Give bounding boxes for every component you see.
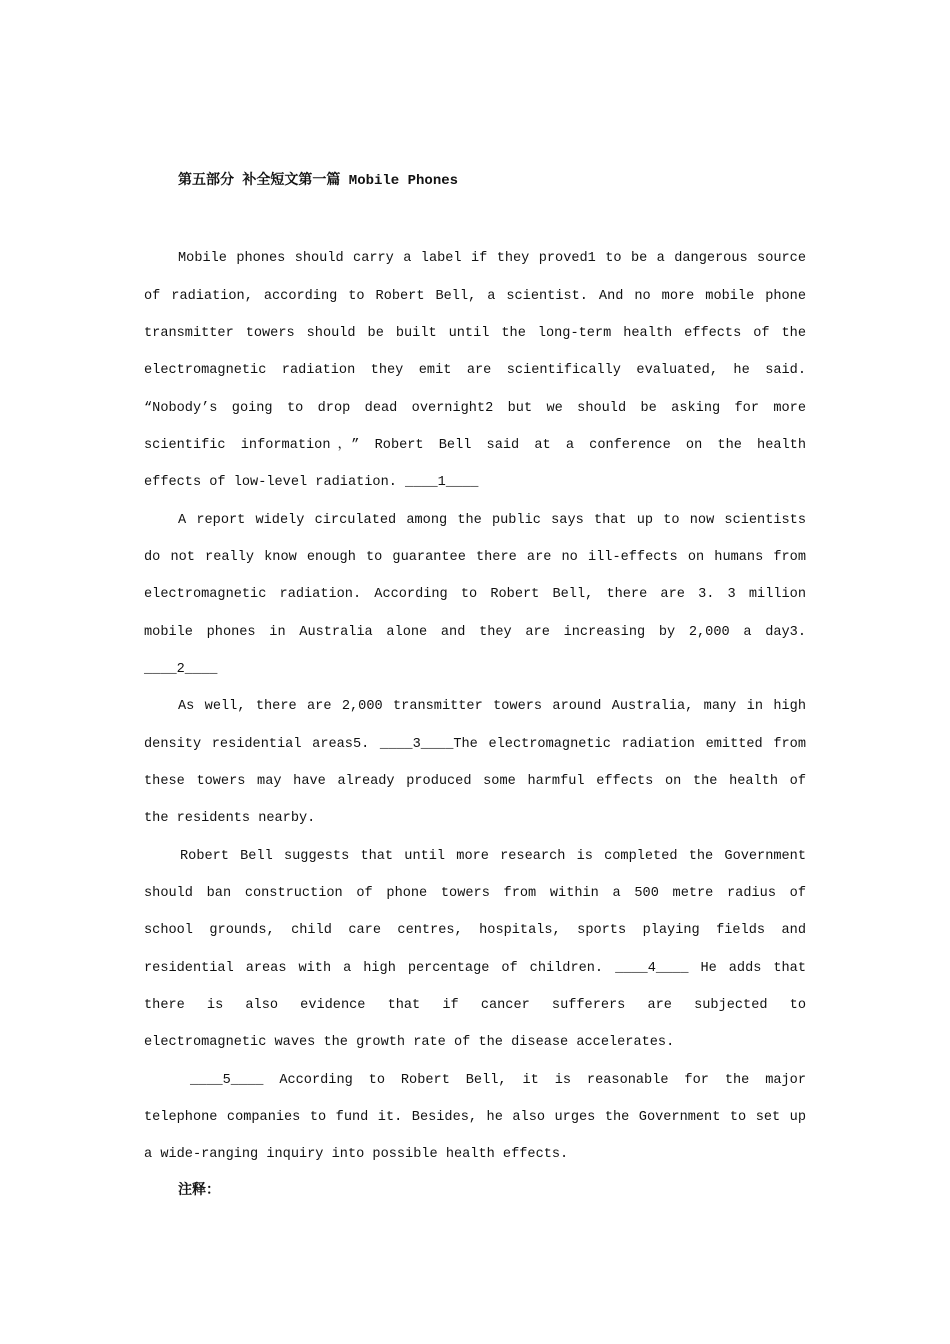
text-line: telephone companies to fund it. Besides, he also urges the Government to set up bbox=[144, 1109, 806, 1125]
text-line: scientific information，” Robert Bell said at a conference on the health bbox=[144, 437, 806, 453]
paragraph-2 bbox=[144, 502, 806, 689]
page-title: 第五部分 补全短文第一篇 Mobile Phones bbox=[178, 173, 459, 190]
text-line: effects of low-level radiation. ____1____ bbox=[144, 475, 479, 491]
text-line: of radiation, according to Robert Bell, a scientist. And no more mobile phone bbox=[144, 288, 806, 304]
text-line: the residents nearby. bbox=[144, 811, 316, 827]
text-line: electromagnetic radiation they emit are scientifically evaluated, he said. bbox=[144, 363, 806, 379]
text-line: ____2____ bbox=[144, 661, 218, 677]
text-line: there is also evidence that if cancer sufferers are subjected to bbox=[144, 997, 806, 1013]
paragraph-3 bbox=[144, 688, 806, 837]
text-line: a wide-ranging inquiry into possible health effects. bbox=[144, 1147, 569, 1163]
text-line: electromagnetic waves the growth rate of the disease accelerates. bbox=[144, 1035, 675, 1051]
text-line: Mobile phones should carry a label if they proved1 to be a dangerous source bbox=[178, 251, 806, 267]
text-line: residential areas with a high percentage of children. ____4____ He adds that bbox=[144, 960, 806, 976]
text-line: these towers may have already produced some harmful effects on the health of bbox=[144, 773, 806, 789]
text-line: do not really know enough to guarantee there are no ill-effects on humans from bbox=[144, 549, 806, 565]
text-line: ____5____ According to Robert Bell, it is reasonable for the major bbox=[190, 1072, 806, 1088]
text-line: electromagnetic radiation. According to Robert Bell, there are 3. 3 million bbox=[144, 587, 806, 603]
text-line: mobile phones in Australia alone and they are increasing by 2,000 a day3. bbox=[144, 624, 806, 640]
paragraph-1 bbox=[144, 240, 806, 501]
text-line: Robert Bell suggests that until more research is completed the Government bbox=[180, 848, 806, 864]
text-line: should ban construction of phone towers from within a 500 metre radius of bbox=[144, 885, 806, 901]
paragraph-5 bbox=[144, 1062, 806, 1174]
text-line: “Nobody’s going to drop dead overnight2 but we should be asking for more bbox=[144, 400, 806, 416]
text-line: density residential areas5. ____3____The electromagnetic radiation emitted from bbox=[144, 736, 806, 752]
notes-heading: 注释： bbox=[178, 1183, 220, 1200]
text-line: school grounds, child care centres, hospitals, sports playing fields and bbox=[144, 923, 806, 939]
text-line: As well, there are 2,000 transmitter towers around Australia, many in high bbox=[178, 699, 806, 715]
text-line: A report widely circulated among the public says that up to now scientists bbox=[178, 512, 806, 528]
text-line: transmitter towers should be built until the long-term health effects of the bbox=[144, 325, 806, 341]
paragraph-4 bbox=[144, 838, 806, 1062]
document-page bbox=[144, 163, 806, 1211]
